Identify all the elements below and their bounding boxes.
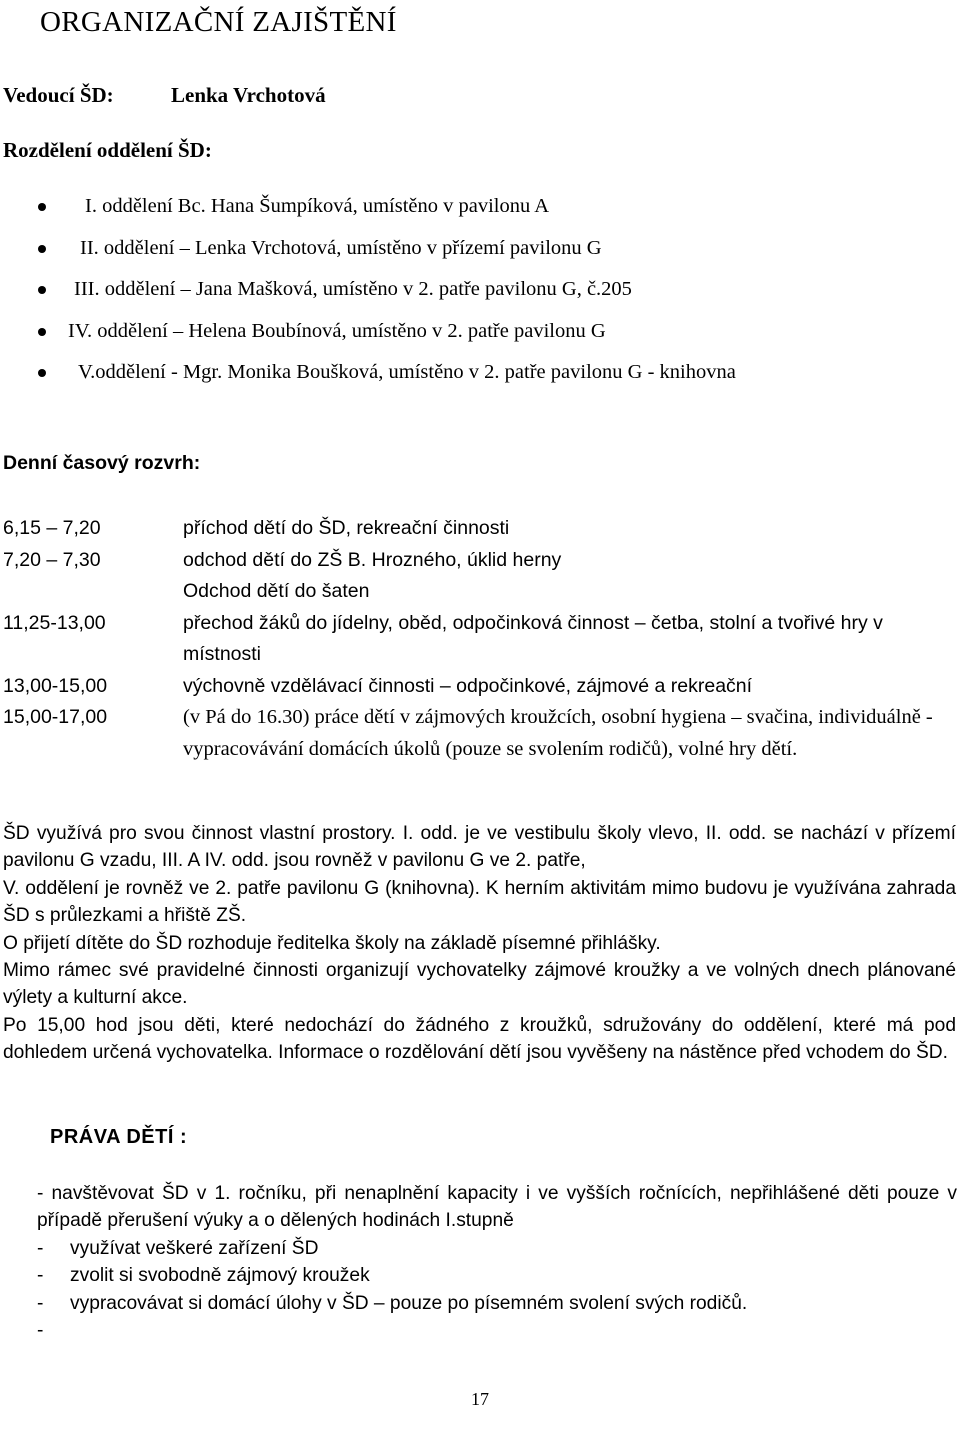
- rights-heading: PRÁVA DĚTÍ :: [50, 1126, 188, 1148]
- schedule-time: 13,00-15,00: [3, 674, 108, 697]
- dash-marker: -: [37, 1320, 44, 1342]
- paragraph: O přijetí dítěte do ŠD rozhoduje ředitelka školy na základě písemné přihlášky.: [3, 932, 661, 954]
- schedule-row: [3, 545, 958, 577]
- schedule-description: (v Pá do 16.30) práce dětí v zájmových kroužcích, osobní hygiena – svačina, individuálně - vypracovávání domácích úkolů (pouze se svolením rodičů), volné hry dětí.: [183, 706, 933, 760]
- schedule-row: [3, 576, 958, 608]
- bullet-icon: [38, 203, 46, 211]
- leader-name: Lenka Vrchotová: [171, 83, 326, 107]
- schedule-row: [3, 513, 958, 545]
- schedule-time: [3, 576, 183, 608]
- schedule-description: výchovně vzdělávací činnosti – odpočinkové, zájmové a rekreační: [183, 674, 753, 697]
- paragraph: V. oddělení je rovněž ve 2. patře pavilonu G (knihovna). K herním aktivitám mimo budovu je využívána zahrada ŠD s průlezkami a hřiště ZŠ.: [3, 877, 956, 927]
- schedule-row: [3, 608, 958, 671]
- schedule-description: přechod žáků do jídelny, oběd, odpočinková činnost – četba, stolní a tvořivé hry v místnosti: [183, 611, 883, 665]
- schedule-description: příchod dětí do ŠD, rekreační činnosti: [183, 517, 510, 539]
- paragraph: ŠD využívá pro svou činnost vlastní prostory. I. odd. je ve vestibulu školy vlevo, II. odd. se nachází v přízemí pavilonu G vzadu, III. A IV. odd. jsou rovněž v pavilonu G ve 2. patře,: [3, 823, 956, 872]
- leader-label: Vedoucí ŠD:: [3, 83, 114, 107]
- department-text: IV. oddělení – Helena Boubínová, umístěno v 2. patře pavilonu G: [68, 319, 606, 342]
- dash-marker: -: [37, 1237, 44, 1259]
- info-paragraphs: [3, 820, 956, 1067]
- schedule-time: 11,25-13,00: [3, 611, 106, 634]
- department-text: II. oddělení – Lenka Vrchotová, umístěno v přízemí pavilonu G: [80, 236, 602, 259]
- dash-marker: -: [37, 1292, 44, 1314]
- schedule-time: 7,20 – 7,30: [3, 548, 101, 571]
- department-text: V.oddělení - Mgr. Monika Boušková, umístěno v 2. patře pavilonu G - knihovna: [78, 361, 736, 384]
- daily-schedule: [3, 513, 958, 765]
- head-leader-row: [3, 82, 326, 109]
- paragraph: Mimo rámec své pravidelné činnosti organizují vychovatelky zájmové kroužky a ve volných dnech plánované výlety a kulturní akce.: [3, 960, 956, 1009]
- rights-item: [37, 1317, 957, 1344]
- rights-text: vypracovávat si domácí úlohy v ŠD – pouze po písemném svolení svých rodičů.: [70, 1292, 748, 1314]
- schedule-time: 15,00-17,00: [3, 706, 108, 728]
- bullet-icon: [38, 286, 46, 294]
- schedule-description: odchod dětí do ZŠ B. Hrozného, úklid herny: [183, 548, 562, 571]
- bullet-icon: [38, 328, 46, 336]
- rights-item: [37, 1290, 957, 1317]
- rights-list: [37, 1180, 957, 1344]
- schedule-row: [3, 671, 958, 703]
- dash-marker: -: [37, 1265, 44, 1287]
- schedule-description: Odchod dětí do šaten: [183, 580, 370, 602]
- department-text: I. oddělení Bc. Hana Šumpíková, umístěno v pavilonu A: [85, 195, 550, 217]
- bullet-icon: [38, 245, 46, 253]
- rights-text: zvolit si svobodně zájmový kroužek: [70, 1265, 370, 1287]
- bullet-icon: [38, 369, 46, 377]
- departments-heading: Rozdělení oddělení ŠD:: [3, 138, 212, 162]
- page-number: 17: [471, 1389, 489, 1409]
- department-text: III. oddělení – Jana Mašková, umístěno v 2. patře pavilonu G, č.205: [74, 278, 632, 301]
- schedule-time: 6,15 – 7,20: [3, 517, 101, 539]
- paragraph: Po 15,00 hod jsou děti, které nedochází do žádného z kroužků, sdružovány do oddělení, které má pod dohledem určená vychovatelka. Informace o rozdělování dětí jsou vyvěšeny na nástěnce před vchodem do ŠD.: [3, 1014, 956, 1064]
- rights-text: využívat veškeré zařízení ŠD: [70, 1237, 319, 1259]
- rights-item: [37, 1262, 957, 1289]
- rights-item: - navštěvovat ŠD v 1. ročníku, při nenaplnění kapacity i ve vyšších ročnících, nepřihlášené děti pouze v případě přerušení výuky a o dělených hodinách I.stupně: [37, 1183, 957, 1232]
- schedule-row: [3, 702, 958, 765]
- page-title: ORGANIZAČNÍ ZAJIŠTĚNÍ: [40, 6, 397, 38]
- schedule-heading: Denní časový rozvrh:: [3, 452, 201, 474]
- rights-item: [37, 1235, 957, 1262]
